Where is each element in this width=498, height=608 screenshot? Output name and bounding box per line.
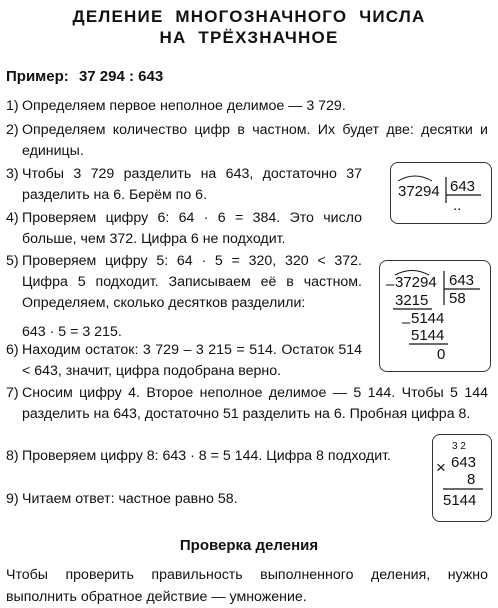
quotient-dots: .. bbox=[453, 197, 462, 214]
divisor: 643 bbox=[450, 178, 476, 195]
step-text: Проверяем цифру 8: 643 · 8 = 5 144. Цифра 8 подходит. bbox=[22, 448, 392, 464]
division-diagram-2 bbox=[379, 260, 491, 372]
step-9 bbox=[6, 489, 414, 510]
dividend: 37294 bbox=[395, 274, 437, 291]
multiplier: 8 bbox=[467, 471, 476, 488]
step-text: Находим остаток: 3 729 – 3 215 = 514. Остаток 514 < 643, значит, цифра подобрана верно. bbox=[22, 342, 362, 379]
step-number: 1) bbox=[6, 98, 19, 114]
multiplication-diagram-svg bbox=[433, 435, 491, 521]
step-1 bbox=[6, 96, 488, 117]
minus-sign-1: – bbox=[386, 276, 395, 293]
step-3 bbox=[6, 164, 362, 206]
step-text: Проверяем цифру 5: 64 · 5 = 320, 320 < 372. Цифра 5 подходит. Записываем её в частном. Определяем, сколько десятков разделили: bbox=[22, 253, 362, 311]
step-4 bbox=[6, 208, 362, 250]
page-title bbox=[0, 6, 498, 48]
subtrahend-2: 5144 bbox=[411, 327, 445, 344]
multiply-sign: × bbox=[436, 458, 446, 477]
division-diagram-2-svg bbox=[380, 261, 490, 371]
step-number: 8) bbox=[6, 448, 19, 464]
step-8 bbox=[6, 446, 414, 467]
section-heading: Проверка деления bbox=[179, 537, 319, 554]
step-number: 7) bbox=[6, 385, 19, 401]
product: 5144 bbox=[443, 492, 477, 509]
step-text: Проверяем цифру 6: 64 · 6 = 384. Это число больше, чем 372. Цифра 6 не подходит. bbox=[22, 210, 362, 247]
step-6 bbox=[6, 340, 362, 382]
step-number: 5) bbox=[6, 253, 19, 269]
minus-sign-2: – bbox=[402, 314, 411, 331]
step-number: 6) bbox=[6, 342, 19, 358]
arc-mark bbox=[398, 176, 432, 181]
example-label: Пример: bbox=[6, 68, 69, 85]
division-diagram-1 bbox=[390, 162, 492, 224]
step-text: Читаем ответ: частное равно 58. bbox=[22, 491, 238, 507]
step-number: 4) bbox=[6, 210, 19, 226]
multiplicand: 643 bbox=[451, 454, 477, 471]
step-formula: 643 · 5 = 3 215. bbox=[22, 324, 122, 340]
quotient: 58 bbox=[449, 290, 466, 307]
title-line-2: НА ТРЁХЗНАЧНОЕ bbox=[159, 28, 339, 47]
multiplication-diagram bbox=[432, 434, 492, 522]
subtrahend-1: 3215 bbox=[395, 292, 429, 309]
step-text: Определяем количество цифр в частном. Их будет две: десятки и единицы. bbox=[22, 122, 488, 159]
step-2 bbox=[6, 120, 488, 162]
step-5 bbox=[6, 251, 362, 343]
carry-digits: 3 2 bbox=[452, 441, 466, 452]
remainder-1: 5144 bbox=[411, 310, 445, 327]
step-number: 3) bbox=[6, 166, 19, 182]
check-text: Чтобы проверить правильность выполненного деления, нужно выполнить обратное действие — умножение. bbox=[6, 567, 488, 605]
step-7 bbox=[6, 383, 488, 425]
divisor: 643 bbox=[449, 272, 475, 289]
title-line-1: ДЕЛЕНИЕ МНОГОЗНАЧНОГО ЧИСЛА bbox=[72, 7, 426, 26]
example-line bbox=[6, 68, 163, 85]
step-text: Чтобы 3 729 разделить на 643, достаточно 37 разделить на 6. Берём по 6. bbox=[22, 166, 362, 203]
step-number: 9) bbox=[6, 491, 19, 507]
step-text: Определяем первое неполное делимое — 3 729. bbox=[22, 98, 346, 114]
example-expression: 37 294 : 643 bbox=[78, 68, 164, 85]
step-number: 2) bbox=[6, 122, 19, 138]
final-remainder: 0 bbox=[437, 346, 446, 363]
step-text: Сносим цифру 4. Второе неполное делимое — 5 144. Чтобы 5 144 разделить на 643, достаточно 51 разделить на 6. Пробная цифра 8. bbox=[22, 385, 488, 422]
division-diagram-1-svg bbox=[391, 163, 491, 223]
step-5-body bbox=[22, 251, 362, 343]
dividend: 37294 bbox=[398, 183, 440, 200]
